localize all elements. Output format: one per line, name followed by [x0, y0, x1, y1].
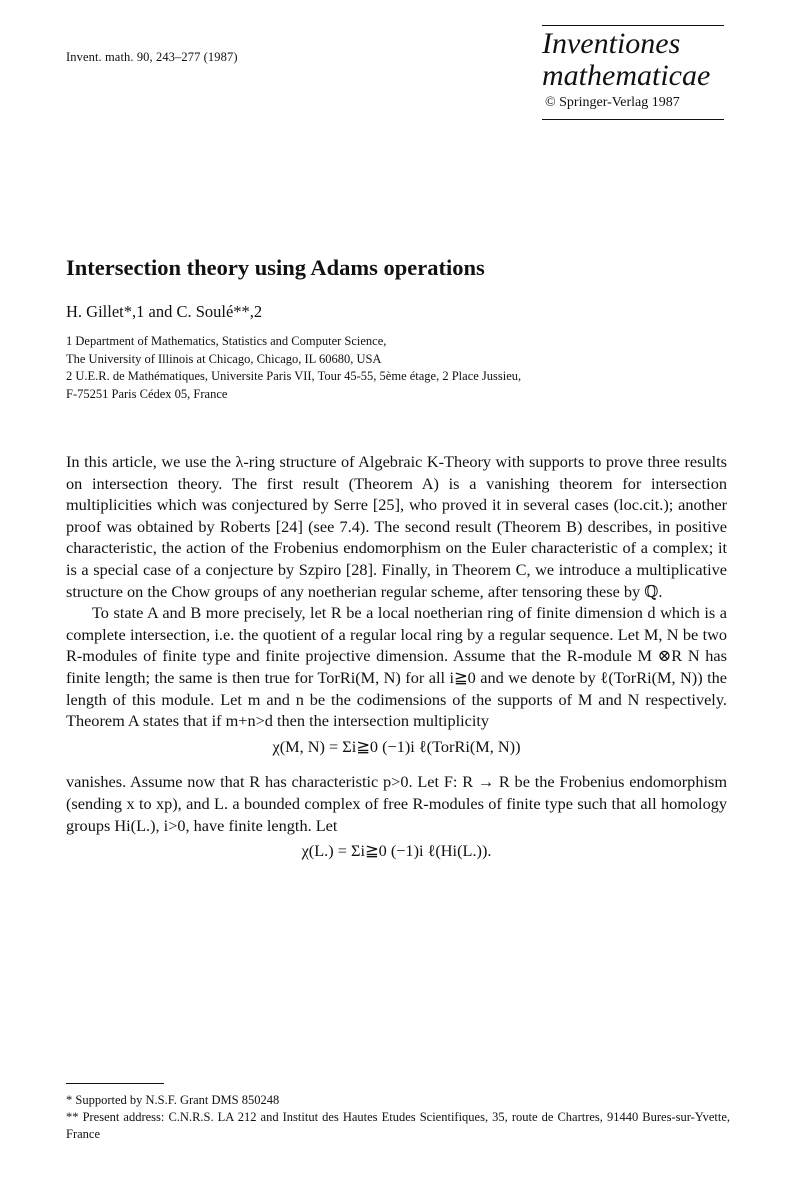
- footnote-grant: * Supported by N.S.F. Grant DMS 850248: [66, 1093, 280, 1107]
- copyright-notice: © Springer-Verlag 1987: [545, 95, 680, 110]
- paragraph-frobenius: vanishes. Assume now that R has characteristic p>0. Let F: R → R be the Frobenius endomorphism (sending x to xp), and L. a bounded complex of free R-modules of finite type such that all homology groups Hi(L.), i>0, have finite length. Let: [66, 772, 727, 835]
- journal-name-line2: mathematicae: [542, 59, 711, 92]
- journal-citation: Invent. math. 90, 243–277 (1987): [66, 50, 238, 64]
- formula-intersection-multiplicity: χ(M, N) = Σi≧0 (−1)i ℓ(TorRi(M, N)): [272, 736, 521, 756]
- journal-rule-bottom: [542, 119, 724, 120]
- affiliation-line: 1 Department of Mathematics, Statistics and Computer Science,: [66, 334, 387, 348]
- affiliation-line: 2 U.E.R. de Mathématiques, Universite Paris VII, Tour 45-55, 5ème étage, 2 Place Jussieu,: [66, 369, 522, 383]
- article-title: Intersection theory using Adams operations: [66, 255, 485, 280]
- affiliation-line: F-75251 Paris Cédex 05, France: [66, 386, 228, 401]
- paragraph-intro: In this article, we use the λ-ring structure of Algebraic K-Theory with supports to prove three results on intersection theory. The first result (Theorem A) is a vanishing theorem for intersection multiplicities which was conjectured by Serre [25], who proved it in several cases (loc.cit.); another proof was obtained by Roberts [24] (see 7.4). The second result (Theorem B) describes, in positive characteristic, the action of the Frobenius endomorphism on the Euler characteristic of a complex; it is a special case of a conjecture by Szpiro [28]. Finally, in Theorem C, we introduce a multiplicative structure on the Chow groups of any noetherian regular scheme, after tensoring these by ℚ.: [66, 452, 727, 601]
- footnotes: [66, 1092, 730, 1143]
- article-body: [66, 451, 727, 864]
- affiliations: [66, 333, 521, 403]
- formula-euler-characteristic: χ(L.) = Σi≧0 (−1)i ℓ(Hi(L.)).: [301, 841, 492, 861]
- journal-rule-top: [542, 25, 724, 26]
- journal-name-line1: Inventiones: [542, 27, 681, 60]
- affiliation-line: The University of Illinois at Chicago, Chicago, IL 60680, USA: [66, 351, 382, 366]
- paragraph-theorem-statement: To state A and B more precisely, let R be a local noetherian ring of finite dimension d which is a complete intersection, i.e. the quotient of a regular local ring by a regular sequence. Let M, N be two R-modules of finite type and finite projective dimension. Assume that the R-module M ⊗R N has finite length; the same is then true for TorRi(M, N) for all i≧0 and we denote by ℓ(TorRi(M, N)) the length of this module. Let m and n be the codimensions of the supports of M and N respectively. Theorem A states that if m+n>d then the intersection multiplicity: [66, 603, 727, 731]
- footnote-address: ** Present address: C.N.R.S. LA 212 and Institut des Hautes Etudes Scientifiques, 35, route de Chartres, 91440 Bures-sur-Yvette, France: [66, 1110, 730, 1141]
- article-authors: H. Gillet*,1 and C. Soulé**,2: [66, 302, 263, 321]
- footnote-rule: [66, 1083, 164, 1084]
- journal-name: [542, 28, 710, 92]
